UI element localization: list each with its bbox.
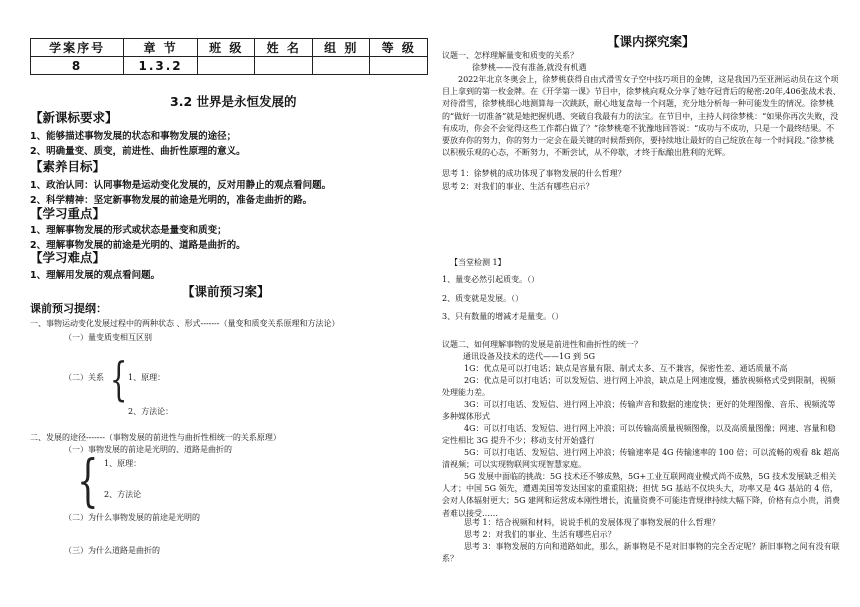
header-cell: 学案序号 [31, 39, 124, 57]
outline-item: （一）事物发展的前途是光明的、道路是曲折的 [64, 445, 232, 454]
standard-item: 2、明确量变、质变，前进性、曲折性原理的意义。 [30, 146, 246, 157]
lesson-title: 3.2 世界是永恒发展的 [170, 94, 297, 109]
value-cell [312, 57, 370, 75]
preview-prompt: 课前预习提纲： [30, 302, 107, 315]
g3-text: 3G：可以打电话、发短信、进行网上冲浪；传输声音和数据的速度快；更好的处理图像、音乐、视频流等多种媒体形式 [442, 400, 836, 422]
brace: { [109, 352, 128, 406]
value-cell: 1.3.2 [124, 57, 198, 75]
check-item: 1、量变必然引起质变。（） [442, 275, 540, 284]
preview-heading: 【课前预习案】 [182, 284, 270, 299]
g5-text: 5G：可以打电话、发短信、进行网上冲浪；传输速率是 4G 传输速率的 100 倍；可以流畅的观看 8k 超高清视频；可以实现物联网实现智慧家庭。 [442, 448, 840, 470]
outline-item: （一）量变质变相互区别 [64, 333, 152, 342]
check-heading: 【当堂检测 1】 [450, 258, 506, 267]
value-cell [197, 57, 255, 75]
brace: { [77, 449, 99, 514]
g5-challenges: 5G 发展中面临的挑战：5G 技术还不够成熟，5G+工业互联网商业模式尚不成熟，5G 技术发展缺乏相关人才；中国 5G 领先，遭遇美国等发达国家的重重阻挠；担忧 5G 基站不仅块头大，功率又是 4G 基站的 4 倍，会对人体辐射更大；5G 建网和运营成本刚性增长，流量资费不可能违背规律持续大幅下降，价格有点小贵，消费者难以接受…… [442, 472, 841, 518]
g1-text: 1G：优点是可以打电话；缺点是容量有限、制式太多、互不兼容，保密性差、通话质量不高 [464, 364, 788, 373]
outline-item: 1、原理： [104, 459, 142, 468]
outline-item: 1、原理： [128, 373, 166, 382]
outline-item: 2、方法论 [104, 490, 142, 499]
standard-item: 1、能够描述事物发展的状态和事物发展的途径； [30, 131, 237, 142]
question: 思考 3：事物发展的方向和道路如此，那么，新事物是不是对旧事物的完全否定呢？新旧事物之间有没有联系？ [442, 542, 840, 564]
think-1: 思考 1：徐梦桃的成功体现了事物发展的什么哲理？ [442, 169, 626, 178]
value-cell: 8 [31, 57, 124, 75]
topic-1-sub: 徐梦桃——没有准备,就没有机遇 [472, 63, 587, 72]
question: 思考 1：结合视频和材料，说说手机的发展体现了事物发展的什么哲理？ [464, 518, 720, 527]
topic-2: 议题二、如何理解事物的发展是前进性和曲折性的统一？ [442, 340, 642, 349]
outline-item: 2、方法论： [128, 407, 174, 416]
outline-item: （三）为什么道路是曲折的 [64, 546, 160, 555]
difficult-heading: 【学习难点】 [30, 250, 106, 265]
topic-1-text: 2022年北京冬奥会上，徐梦桃获得自由式滑雪女子空中技巧项目的金牌，这是我国乃至亚洲运动员在这个项目上拿到的第一枚金牌。在《开学第一课》节目中，徐梦桃向观众分享了她夺冠背后的秘密:20年,406张战术表、对待滑雪，徐梦桃细心地测算每一次跳跃，耐心地复盘每一个问题，充分地分析每一种可能发生的情况。徐梦桃的“做好一切准备”就是她把握机遇、突破自我最有力的法宝。在节目中，主持人问徐梦桃：“如果你再次失败，没有成功，你会不会觉得这些工作都白做了？”徐梦桃毫不犹豫地回答说：“成功与不成功，只是一个最终结果。不要放弃你的努力，你的努力一定会在最关键的时候帮到你，要持续地让最好的自己绽放在每一个时间段。”徐梦桃以积极乐观的心态，不断努力，不断尝试，从不停歇，才终于酝酿出胜利的光辉。 [442, 75, 841, 158]
g2-text: 2G：优点是可以打电话；可以发短信、进行网上冲浪，缺点是上网速度慢，播放视频格式受到限制，视频处理能力差。 [442, 376, 836, 398]
header-cell: 姓 名 [255, 39, 313, 57]
info-table-value-row [31, 57, 428, 75]
topic-1: 议题一、怎样理解量变和质变的关系？ [442, 51, 578, 60]
outline-item: （二）关系 [64, 373, 104, 382]
outline-item: 二、发展的途径-------（事物发展的前进性与曲折性相统一的关系原理） [30, 433, 281, 442]
literacy-item: 1、政治认同：认同事物是运动变化发展的，反对用静止的观点看问题。 [30, 180, 332, 191]
topic-2-sub: 通讯设备及技术的迭代——1G 到 5G [463, 352, 596, 361]
header-cell: 组 别 [312, 39, 370, 57]
outline-item: 一、事物运动变化发展过程中的两种状态 、形式-------（量变和质变关系原理和方法论） [30, 319, 340, 328]
inquiry-heading: 【课内探究案】 [607, 34, 695, 49]
info-table-header-row [31, 39, 428, 57]
header-cell: 等 级 [370, 39, 428, 57]
check-item: 3、只有数量的增减才是量变。（） [442, 312, 564, 321]
question: 思考 2：对我们的事业、生活有哪些启示？ [464, 530, 616, 539]
check-item: 2、质变就是发展。（） [442, 294, 524, 303]
outline-item: （二）为什么事物发展的前途是光明的 [64, 513, 200, 522]
header-cell: 章 节 [124, 39, 198, 57]
g4-text: 4G：可以打电话、发短信、进行网上冲浪；可以传输高质量视频图像，以及高质量图像；网速、容量和稳定性相比 3G 提升不少；移动支付开始盛行 [442, 424, 836, 446]
value-cell [255, 57, 313, 75]
difficult-item: 1、理解用发展的观点看问题。 [30, 270, 161, 281]
info-table [30, 38, 428, 75]
literacy-item: 2、科学精神：坚定新事物发展的前途是光明的，准备走曲折的路。 [30, 195, 313, 206]
standards-heading: 【新课标要求】 [30, 110, 118, 125]
key-heading: 【学习重点】 [30, 206, 106, 221]
value-cell [370, 57, 428, 75]
key-item: 1、理解事物发展的形式或状态是量变和质变； [30, 225, 227, 236]
key-item: 2、理解事物发展的前途是光明的、道路是曲折的。 [30, 240, 246, 251]
header-cell: 班 级 [197, 39, 255, 57]
think-2: 思考 2：对我们的事业、生活有哪些启示？ [442, 182, 594, 191]
literacy-heading: 【素养目标】 [30, 159, 106, 174]
